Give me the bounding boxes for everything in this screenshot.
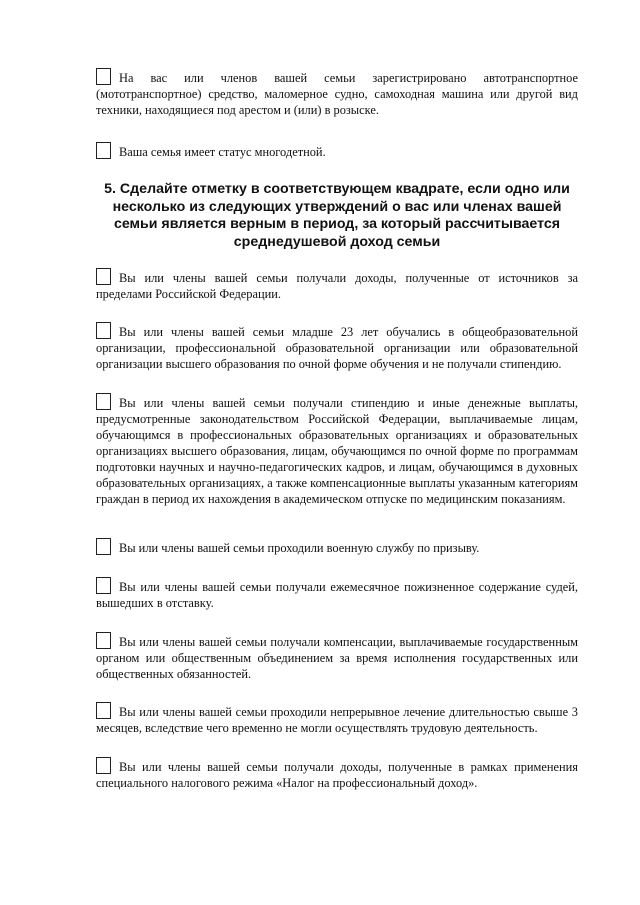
checkbox[interactable]: [96, 142, 111, 159]
checkbox[interactable]: [96, 632, 111, 649]
checkbox-item-foreign-income: [96, 268, 578, 302]
checkbox-item-judges-pension: [96, 577, 578, 611]
item-text: Ваша семья имеет статус многодетной.: [119, 145, 326, 159]
checkbox-item-students-no-stipend: [96, 322, 578, 372]
checkbox-item-stipend: [96, 393, 578, 507]
checkbox-item-large-family: [96, 142, 578, 160]
checkbox[interactable]: [96, 538, 111, 555]
checkbox-item-medical-treatment: [96, 702, 578, 736]
checkbox[interactable]: [96, 68, 111, 85]
item-text: Вы или члены вашей семьи получали ежемесячное пожизненное содержание судей, вышедших в отставку.: [96, 580, 578, 610]
item-text: Вы или члены вашей семьи проходили военную службу по призыву.: [119, 541, 480, 555]
checkbox[interactable]: [96, 268, 111, 285]
item-text: Вы или члены вашей семьи получали компенсации, выплачиваемые государственным органом или общественным объединением за время исполнения государственных или общественных обязанностей.: [96, 635, 578, 681]
checkbox-item-self-employed-tax: [96, 757, 578, 791]
checkbox[interactable]: [96, 702, 111, 719]
checkbox-item-vehicle-arrest: [96, 68, 578, 118]
item-text: На вас или членов вашей семьи зарегистрировано автотранспортное (мототранспортное) средство, маломерное судно, самоходная машина или другой вид техники, находящиеся под арестом и (или) в розыске.: [96, 71, 578, 117]
section-5-heading: 5. Сделайте отметку в соответствующем квадрате, если одно или несколько из следующих утверждений о вас или членах вашей семьи является верным в период, за который рассчитывается среднедушевой доход семьи: [104, 181, 570, 250]
checkbox[interactable]: [96, 393, 111, 410]
checkbox[interactable]: [96, 757, 111, 774]
item-text: Вы или члены вашей семьи получали доходы, полученные в рамках применения специального налогового режима «Налог на профессиональный доход».: [96, 760, 578, 790]
checkbox[interactable]: [96, 577, 111, 594]
item-text: Вы или члены вашей семьи получали стипендию и иные денежные выплаты, предусмотренные законодательством Российской Федерации, выплачиваемые лицам, обучающимся в профессиональных образовательных организациях и образовательных организациях высшего образования, лицам, обучающимся по очной форме по программам подготовки научных и научно-педагогических кадров, и лицам, обучающимся в духовных образовательных организациях, а также компенсационные выплаты указанным категориям граждан в период их нахождения в академическом отпуске по медицинским показаниям.: [96, 396, 578, 506]
checkbox-item-compensation: [96, 632, 578, 682]
checkbox-item-military-service: [96, 538, 578, 556]
item-text: Вы или члены вашей семьи младше 23 лет обучались в общеобразовательной организации, профессиональной образовательной организации или образовательной организации высшего образования по очной форме обучения и не получали стипендию.: [96, 325, 578, 371]
item-text: Вы или члены вашей семьи получали доходы, полученные от источников за пределами Российской Федерации.: [96, 271, 578, 301]
checkbox[interactable]: [96, 322, 111, 339]
item-text: Вы или члены вашей семьи проходили непрерывное лечение длительностью свыше 3 месяцев, вследствие чего временно не могли осуществлять трудовую деятельность.: [96, 705, 578, 735]
